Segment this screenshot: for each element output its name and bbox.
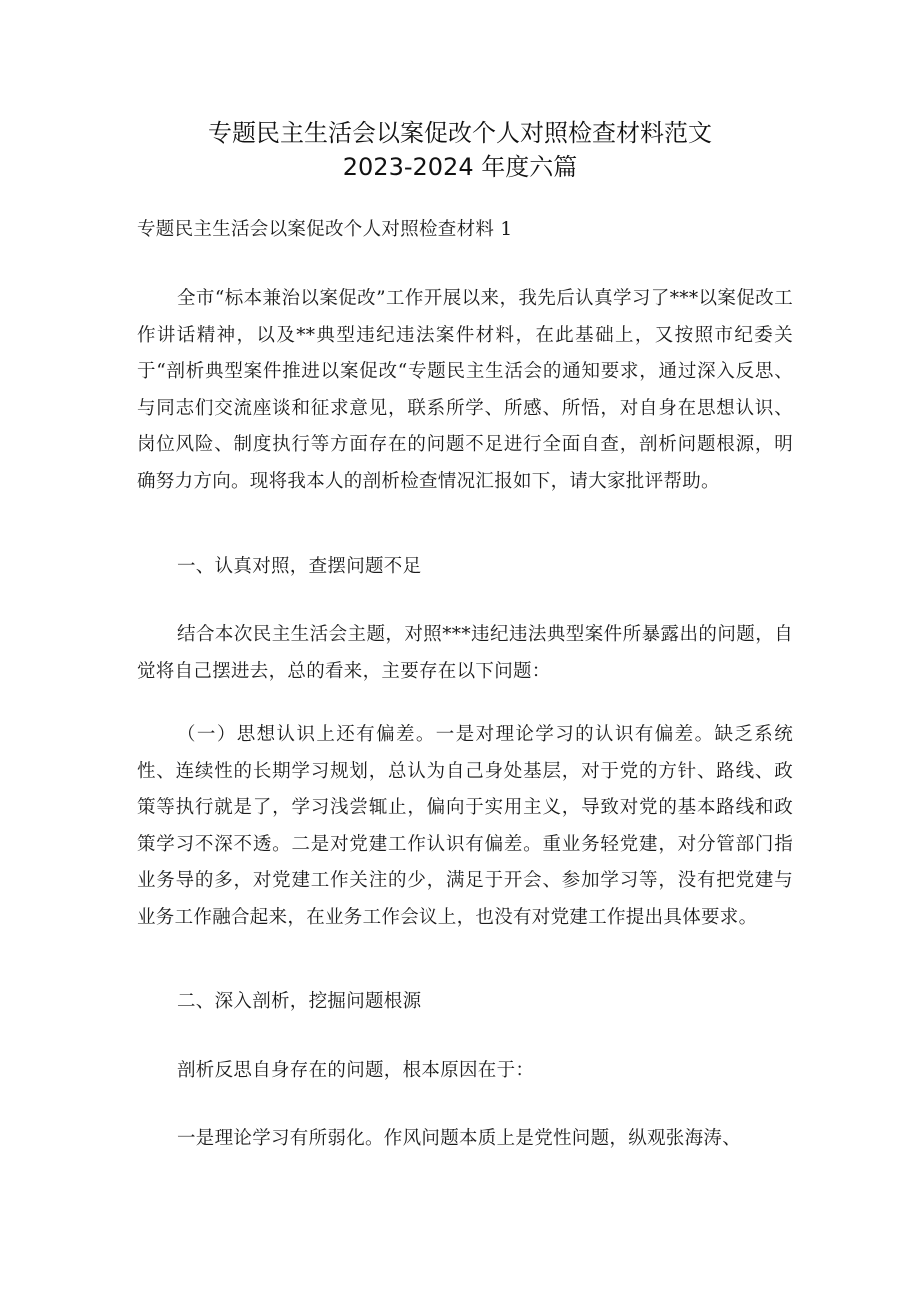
paragraph-root-cause-1: 一是理论学习有所弱化。作风问题本质上是党性问题，纵观张海涛、 [177, 1128, 742, 1149]
section-subtitle: 专题民主生活会以案促改个人对照检查材料 1 [137, 219, 513, 240]
paragraph-root-cause-intro: 剖析反思自身存在的问题，根本原因在于： [177, 1060, 535, 1081]
paragraph-intro: 全市“标本兼治以案促改”工作开展以来，我先后认真学习了***以案促改工作讲话精神，以及**典型违纪违法案件材料，在此基础上，又按照市纪委关于“剖析典型案件推进以案促改“专题民主生活会的通知要求，通过深入反思、与同志们交流座谈和征求意见，联系所学、所感、所悟，对自身在思想认识、岗位风险、制度执行等方面存在的问题不足进行全面自查，剖析问题根源，明确努力方向。现将我本人的剖析检查情况汇报如下，请大家批评帮助。 [137, 288, 793, 492]
paragraph-problem-1: （一）思想认识上还有偏差。一是对理论学习的认识有偏差。缺乏系统性、连续性的长期学习规划，总认为自己身处基层，对于党的方针、路线、政策等执行就是了，学习浅尝辄止，偏向于实用主义，导致对党的基本路线和政策学习不深不透。二是对党建工作认识有偏差。重业务轻党建，对分管部门指业务导的多，对党建工作关注的少，满足于开会、参加学习等，没有把党建与业务工作融合起来，在业务工作会议上，也没有对党建工作提出具体要求。 [137, 724, 793, 928]
section-heading-1: 一、认真对照，查摆问题不足 [177, 556, 422, 577]
document-title-line2: 2023-2024 年度六篇 [342, 153, 578, 181]
paragraph-problems-intro: 结合本次民主生活会主题，对照***违纪违法典型案件所暴露出的问题，自觉将自己摆进去，总的看来，主要存在以下问题： [137, 624, 793, 682]
document-title-line1: 专题民主生活会以案促改个人对照检查材料范文 [208, 119, 712, 147]
section-heading-2: 二、深入剖析，挖掘问题根源 [177, 991, 422, 1012]
